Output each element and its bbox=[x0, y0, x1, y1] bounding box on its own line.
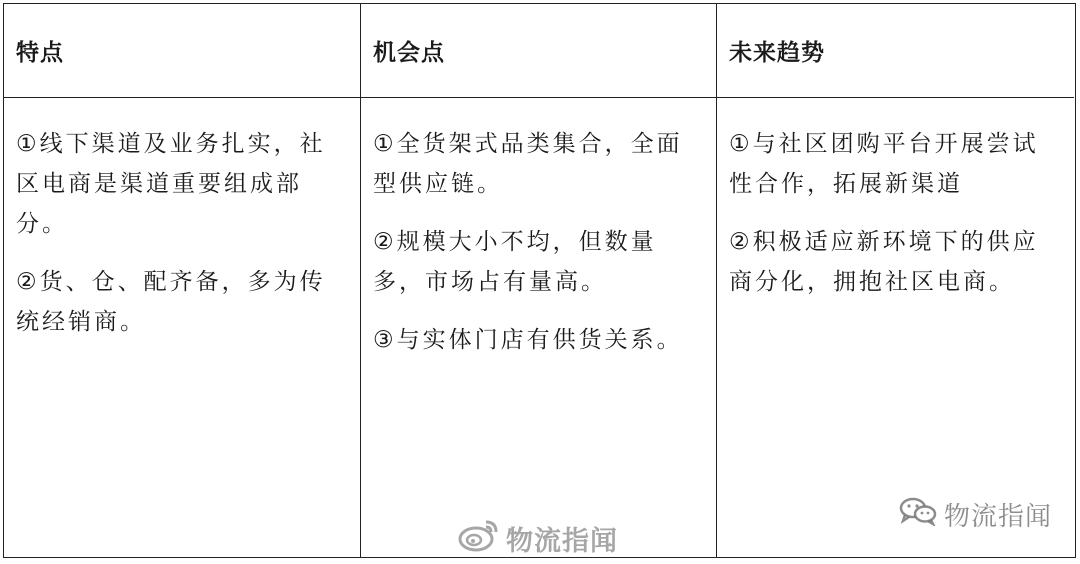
future-trends-point-2: ②积极适应新环境下的供应商分化，拥抱社区电商。 bbox=[729, 229, 1039, 295]
future-trends-point-1: ①与社区团购平台开展尝试性合作，拓展新渠道 bbox=[729, 131, 1039, 197]
opportunities-cell bbox=[361, 98, 717, 557]
weibo-watermark bbox=[458, 518, 618, 559]
header-future-trends-label: 未来趋势 bbox=[729, 40, 825, 66]
header-features-label: 特点 bbox=[16, 40, 64, 66]
opportunities-point-2: ②规模大小不均，但数量多，市场占有量高。 bbox=[373, 229, 657, 295]
wechat-watermark bbox=[898, 496, 1052, 533]
header-opportunities bbox=[361, 4, 717, 98]
future-trends-cell bbox=[717, 98, 1074, 557]
opportunities-point-1: ①全货架式品类集合，全面型供应链。 bbox=[373, 131, 683, 197]
header-opportunities-label: 机会点 bbox=[373, 40, 445, 66]
weibo-watermark-text: 物流指闻 bbox=[506, 526, 618, 557]
features-cell bbox=[4, 98, 361, 557]
wechat-icon bbox=[898, 496, 938, 533]
opportunities-point-3: ③与实体门店有供货关系。 bbox=[373, 327, 683, 353]
wechat-watermark-text: 物流指闻 bbox=[944, 502, 1053, 532]
weibo-icon bbox=[458, 518, 500, 559]
header-features bbox=[4, 4, 361, 98]
features-point-1: ①线下渠道及业务扎实，社区电商是渠道重要组成部分。 bbox=[16, 131, 326, 237]
header-future-trends bbox=[717, 4, 1074, 98]
comparison-table bbox=[3, 3, 1076, 558]
features-point-2: ②货、仓、配齐备，多为传统经销商。 bbox=[16, 269, 326, 335]
